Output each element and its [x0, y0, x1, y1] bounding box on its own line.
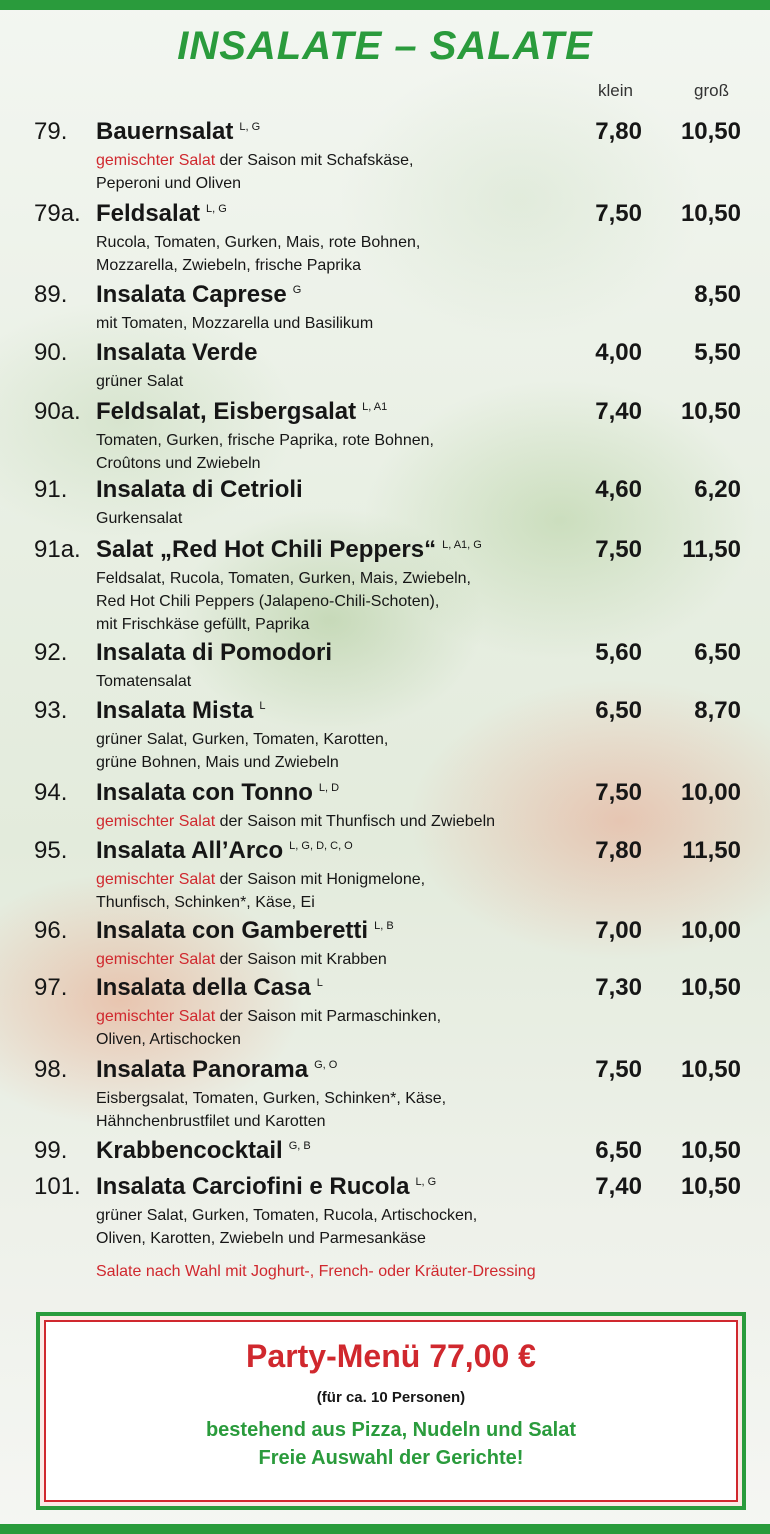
- item-allergens: G, O: [314, 1059, 338, 1071]
- item-name: Insalata Caprese $^G$: [96, 281, 302, 308]
- item-number: 94.: [34, 779, 68, 806]
- item-number: 90.: [34, 339, 68, 366]
- item-description: Gurkensalat: [96, 510, 183, 527]
- item-number: 90a.: [34, 398, 81, 425]
- item-allergens: L, G, D, C, O: [289, 840, 353, 852]
- price-small: 7,50: [595, 779, 642, 806]
- price-big: 6,50: [694, 639, 741, 666]
- item-number: 91a.: [34, 536, 81, 563]
- price-big: 6,20: [694, 476, 741, 503]
- item-allergens: L, G: [415, 1176, 437, 1188]
- item-number: 99.: [34, 1137, 68, 1164]
- item-number: 79a.: [34, 200, 81, 227]
- price-big: 10,00: [680, 917, 741, 944]
- price-big: 8,70: [694, 697, 741, 724]
- item-name: Insalata con Tonno $^{L, D}$: [96, 779, 340, 806]
- dressing-note: Salate nach Wahl mit Joghurt-, French- oder Kräuter-Dressing: [96, 1263, 536, 1280]
- item-description: gemischter Salat der Saison mit Thunfisch und Zwiebeln: [96, 813, 496, 830]
- item-allergens: L, D: [318, 782, 340, 794]
- party-menu-title: Party-Menü 77,00 €: [246, 1338, 536, 1374]
- party-menu-line1: bestehend aus Pizza, Nudeln und Salat: [205, 1419, 577, 1441]
- item-allergens: L: [316, 977, 323, 989]
- item-number: 97.: [34, 974, 68, 1001]
- item-name: Insalata Panorama $^{G, O}$: [96, 1056, 338, 1083]
- price-big: 10,50: [680, 1056, 741, 1083]
- item-description: gemischter Salat der Saison mit Krabben: [96, 951, 387, 968]
- item-name: Insalata Carciofini e Rucola $^{L, G}$: [96, 1173, 437, 1200]
- item-name: Feldsalat, Eisbergsalat $^{L, A1}$: [96, 398, 388, 425]
- item-number: 79.: [34, 118, 68, 145]
- price-small: 7,40: [595, 398, 642, 425]
- price-big: 10,00: [680, 779, 741, 806]
- column-header-big: groß: [694, 81, 729, 100]
- item-name: Krabbencocktail $^{G, B}$: [96, 1137, 311, 1164]
- price-small: 4,60: [595, 476, 642, 503]
- item-description: gemischter Salat der Saison mit Honigmelone, Thunfisch, Schinken*, Käse, Ei: [96, 871, 426, 911]
- price-small: 6,50: [595, 697, 642, 724]
- item-allergens: L, A1, G: [442, 539, 482, 551]
- party-menu-subtitle: (für ca. 10 Personen): [316, 1389, 466, 1406]
- item-allergens: L: [259, 700, 266, 712]
- page-title: INSALATE – SALATE: [177, 24, 593, 68]
- price-small: 7,80: [595, 837, 642, 864]
- price-big: 5,50: [694, 339, 741, 366]
- price-small: 7,50: [595, 200, 642, 227]
- price-small: 7,00: [595, 917, 642, 944]
- item-description: gemischter Salat der Saison mit Parmaschinken, Oliven, Artischocken: [96, 1008, 442, 1048]
- price-small: 7,50: [595, 1056, 642, 1083]
- item-description: gemischter Salat der Saison mit Schafskäse, Peperoni und Oliven: [96, 152, 414, 192]
- item-number: 92.: [34, 639, 68, 666]
- item-name: Insalata di Pomodori: [96, 639, 333, 666]
- price-big: 8,50: [694, 281, 741, 308]
- item-number: 98.: [34, 1056, 68, 1083]
- item-description: Tomaten, Gurken, frische Paprika, rote Bohnen, Croûtons und Zwiebeln: [96, 432, 434, 472]
- price-big: 10,50: [680, 200, 741, 227]
- item-name: Salat „Red Hot Chili Peppers“ $^{L, A1, G}$: [96, 536, 482, 563]
- item-number: 93.: [34, 697, 68, 724]
- item-name: Insalata di Cetrioli: [96, 476, 303, 503]
- item-description: grüner Salat: [96, 373, 184, 390]
- item-name: Insalata All’Arco $^{L, G, D, C, O}$: [96, 837, 353, 864]
- item-name: Insalata con Gamberetti $^{L, B}$: [96, 917, 394, 944]
- price-small: 4,00: [595, 339, 642, 366]
- price-big: 10,50: [680, 974, 741, 1001]
- party-menu-line2: Freie Auswahl der Gerichte!: [258, 1447, 524, 1469]
- top-border: [0, 0, 770, 10]
- item-name: Bauernsalat $^{L, G}$: [96, 118, 261, 145]
- item-description: Rucola, Tomaten, Gurken, Mais, rote Bohnen, Mozzarella, Zwiebeln, frische Paprika: [96, 234, 421, 274]
- price-small: 5,60: [595, 639, 642, 666]
- item-name: Insalata Verde: [96, 339, 258, 366]
- price-big: 10,50: [680, 398, 741, 425]
- item-description: Tomatensalat: [96, 673, 192, 690]
- item-number: 91.: [34, 476, 68, 503]
- price-big: 11,50: [682, 536, 741, 563]
- item-allergens: L, G: [239, 121, 261, 133]
- price-small: 7,80: [595, 118, 642, 145]
- item-description: Feldsalat, Rucola, Tomaten, Gurken, Mais, Zwiebeln, Red Hot Chili Peppers (Jalapeno-Chili-Schoten), mit Frischkäse gefüllt, Paprika: [96, 570, 471, 633]
- party-menu-box: [36, 1312, 746, 1510]
- party-menu-details: [46, 1416, 736, 1472]
- item-name: Feldsalat $^{L, G}$: [96, 200, 227, 227]
- price-small: 6,50: [595, 1137, 642, 1164]
- item-name: Insalata della Casa $^L$: [96, 974, 323, 1001]
- item-allergens: L, A1: [362, 401, 388, 413]
- price-big: 10,50: [680, 1173, 741, 1200]
- item-description: mit Tomaten, Mozzarella und Basilikum: [96, 315, 374, 332]
- price-big: 10,50: [680, 118, 741, 145]
- price-small: 7,30: [595, 974, 642, 1001]
- item-number: 101.: [34, 1173, 81, 1200]
- price-big: 11,50: [682, 837, 741, 864]
- item-description: grüner Salat, Gurken, Tomaten, Karotten, grüne Bohnen, Mais und Zwiebeln: [96, 731, 389, 771]
- bottom-border: [0, 1524, 770, 1534]
- item-allergens: L, B: [374, 920, 394, 932]
- item-description: grüner Salat, Gurken, Tomaten, Rucola, Artischocken, Oliven, Karotten, Zwiebeln und Parmesankäse: [96, 1207, 478, 1247]
- price-small: 7,50: [595, 536, 642, 563]
- item-number: 95.: [34, 837, 68, 864]
- item-number: 96.: [34, 917, 68, 944]
- item-allergens: G: [292, 284, 302, 296]
- price-small: 7,40: [595, 1173, 642, 1200]
- item-number: 89.: [34, 281, 68, 308]
- price-big: 10,50: [680, 1137, 741, 1164]
- column-header-small: klein: [598, 81, 633, 100]
- item-name: Insalata Mista $^L$: [96, 697, 266, 724]
- party-menu-inner: [44, 1320, 738, 1502]
- item-description: Eisbergsalat, Tomaten, Gurken, Schinken*, Käse, Hähnchenbrustfilet und Karotten: [96, 1090, 447, 1130]
- item-allergens: L, G: [206, 203, 227, 215]
- item-allergens: G, B: [288, 1140, 311, 1152]
